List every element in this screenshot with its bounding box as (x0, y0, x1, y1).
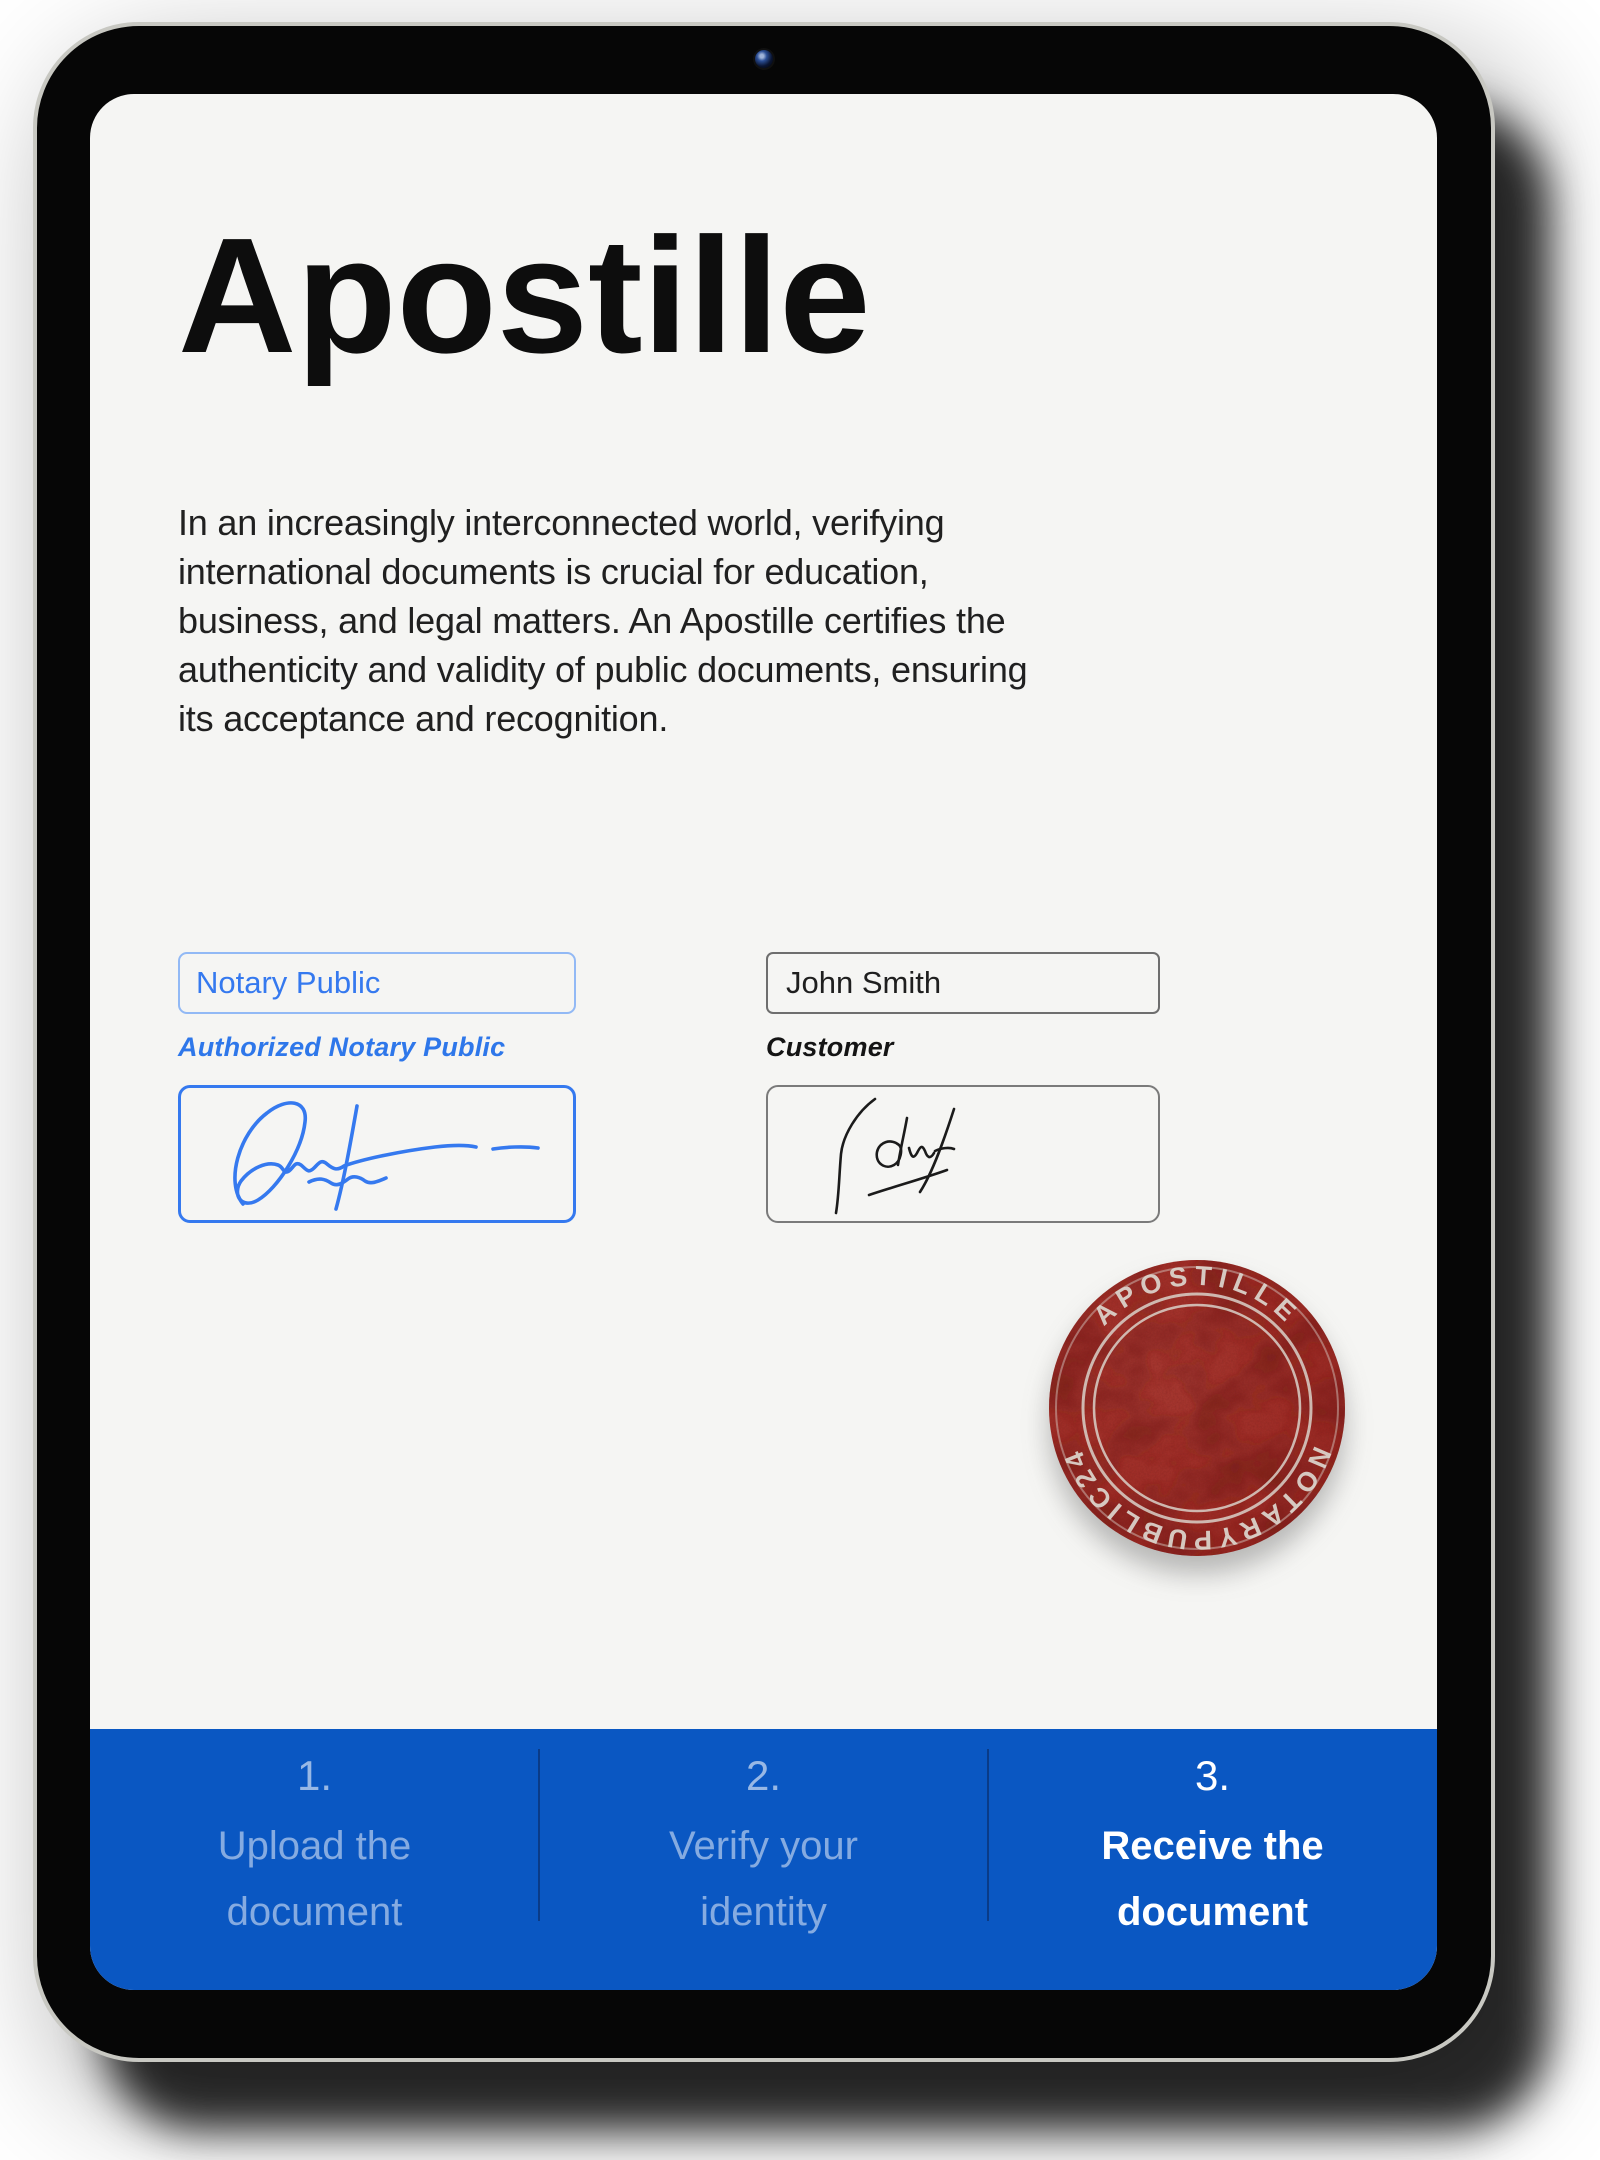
notary-stamp-seal (1037, 1248, 1357, 1568)
customer-signature-pad[interactable] (766, 1085, 1160, 1223)
step-label-line: Verify your (669, 1824, 858, 1869)
tablet-frame (33, 22, 1495, 2062)
step-item-receive[interactable] (988, 1729, 1437, 1990)
step-divider (987, 1749, 989, 1921)
intro-line-4: authenticity and validity of public documents, ensuring (178, 649, 1028, 690)
front-camera (755, 50, 773, 68)
step-label-line: Receive the (1101, 1824, 1324, 1869)
step-label-line: Upload the (217, 1824, 412, 1869)
stamp-arc-bottom-text: NOTARYPUBLIC24 (1056, 1442, 1338, 1556)
intro-paragraph (178, 498, 1028, 743)
step-number: 3. (1194, 1752, 1231, 1799)
step-item-verify[interactable] (539, 1729, 988, 1990)
notary-role-label: Authorized Notary Public (178, 1032, 506, 1062)
customer-name-input[interactable] (766, 952, 1160, 1014)
step-label-line: document (226, 1890, 403, 1935)
step-number: 1. (296, 1752, 333, 1799)
stamp-arc-top-text: APOSTILLE (1087, 1260, 1307, 1332)
intro-line-1: In an increasingly interconnected world, verifying (178, 502, 945, 543)
steps-bar (90, 1729, 1437, 1990)
intro-line-5: its acceptance and recognition. (178, 698, 669, 739)
step-label-line: identity (700, 1890, 827, 1935)
notary-name-input[interactable] (178, 952, 576, 1014)
intro-line-3: business, and legal matters. An Apostille certifies the (178, 600, 1006, 641)
customer-signature-icon (768, 1087, 1158, 1221)
notary-signature-pad[interactable] (178, 1085, 576, 1223)
page-title: Apostille (178, 204, 871, 387)
intro-line-2: international documents is crucial for education, (178, 551, 929, 592)
step-number: 2. (745, 1752, 782, 1799)
notary-signature-icon (181, 1088, 573, 1220)
app-screen (90, 94, 1437, 1990)
step-divider (538, 1749, 540, 1921)
customer-role-label: Customer (766, 1032, 894, 1062)
step-item-upload[interactable] (90, 1729, 539, 1990)
step-label-line: document (1116, 1890, 1309, 1935)
